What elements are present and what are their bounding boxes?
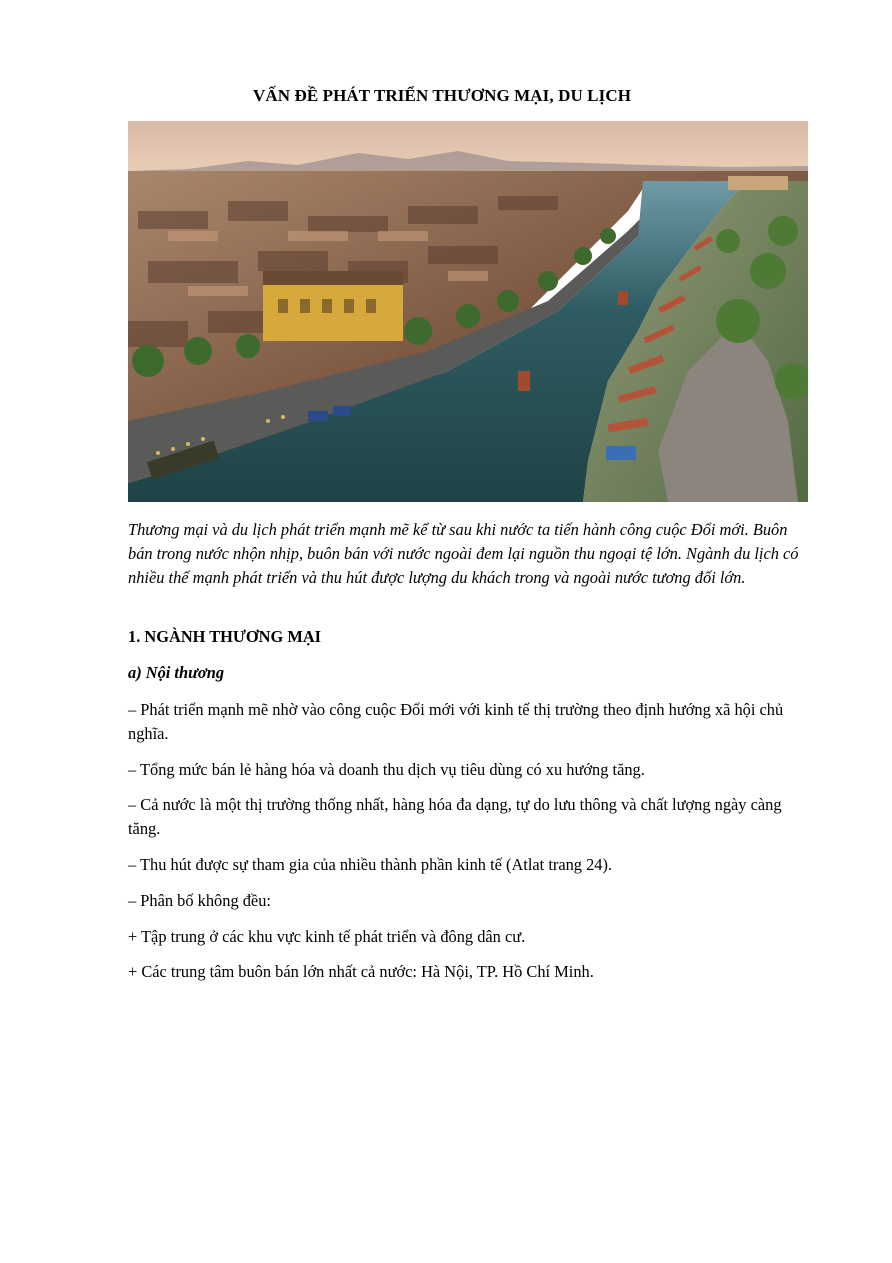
document-title: VẤN ĐỀ PHÁT TRIỂN THƯƠNG MẠI, DU LỊCH [252,86,632,105]
section-heading: 1. NGÀNH THƯƠNG MẠI [128,627,322,646]
paragraph: + Tập trung ở các khu vực kinh tế phát triển và đông dân cư. [128,927,526,946]
paragraph: – Thu hút được sự tham gia của nhiều thành phần kinh tế (Atlat trang 24). [128,855,613,874]
subsection-heading: a) Nội thương [128,663,225,682]
paragraph: – Phát triển mạnh mẽ nhờ vào công cuộc Đổi mới với kinh tế thị trường theo định hướng xã hội chủ nghĩa. [128,700,784,743]
paragraph: + Các trung tâm buôn bán lớn nhất cả nước: Hà Nội, TP. Hồ Chí Minh. [128,962,594,981]
image-caption: Thương mại và du lịch phát triển mạnh mẽ kể từ sau khi nước ta tiến hành công cuộc Đổi mới. Buôn bán trong nước nhộn nhịp, buôn bán với nước ngoài đem lại nguồn thu ngoại tệ lớn. Ngành du lịch có nhiều thế mạnh phát triển và thu hút được lượng du khách trong và ngoài nước tương đối lớn. [128,520,799,587]
paragraph: – Cả nước là một thị trường thống nhất, hàng hóa đa dạng, tự do lưu thông và chất lượng ngày càng tăng. [128,795,782,838]
hoi-an-river-photo [128,121,808,502]
paragraph: – Phân bố không đều: [128,891,271,910]
paragraph: – Tổng mức bán lẻ hàng hóa và doanh thu dịch vụ tiêu dùng có xu hướng tăng. [128,760,645,779]
